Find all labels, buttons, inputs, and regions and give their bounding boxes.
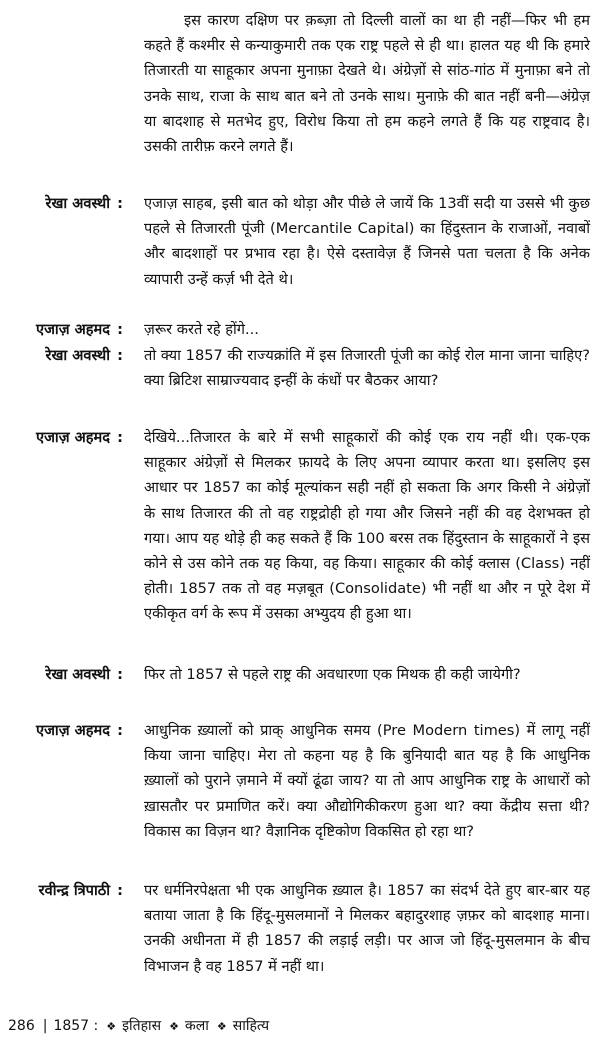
diamond-icon: ❖ bbox=[106, 1020, 117, 1033]
speech-text: पर धर्मनिरपेक्षता भी एक आधुनिक ख़्याल है। 1857 का संदर्भ देते हुए बार-बार यह बताया जाता है कि हिंदू-मुसलमानों ने मिलकर बहादुरशाह ज़फ़र को बादशाह माना। उनकी अधीनता में ही 1857 की लड़ाई लड़ी। पर आज जो हिंदू-मुसलमान के बीच विभाजन है वह 1857 में नहीं था। bbox=[144, 882, 590, 975]
diamond-icon: ❖ bbox=[169, 1020, 180, 1033]
footer-item-art: कला bbox=[185, 1018, 209, 1034]
continuation-text: इस कारण दक्षिण पर क़ब्ज़ा तो दिल्ली वालों का था ही नहीं—फिर भी हम कहते हैं कश्मीर से कन्याकुमारी तक एक राष्ट्र पहले से ही था। हालत यह थी कि हमारे तिजारती या साहूकार अपना मुनाफ़ा देखते थे। अंग्रेज़ों से सांठ-गांठ में मुनाफ़ा बने तो उनके साथ, राजा के साथ बात बने तो उनके साथ। मुनाफ़े की बात नहीं बनी—अंग्रेज़ या बादशाह से मतभेद हुए, विरोध किया तो हम कहने लगते हैं कि यह राष्ट्रवाद है। उसकी तारीफ़ करने लगते हैं। bbox=[144, 12, 590, 156]
footer-item-literature: साहित्य bbox=[232, 1018, 270, 1034]
speaker-colon: : bbox=[117, 722, 123, 739]
footer-item-history: इतिहास bbox=[122, 1018, 162, 1034]
speech-text: देखिये...तिजारत के बारे में सभी साहूकारों की कोई एक राय नहीं थी। एक-एक साहूकार अंग्रेज़ों से मिलकर फ़ायदे के लिए अपना व्यापार करता था। इसलिए इस आधार पर 1857 का कोई मूल्यांकन सही नहीं हो सकता कि अगर किसी ने अंग्रेज़ों के साथ तिजारत की तो वह राष्ट्रद्रोही हो गया और जिसने नहीं की वह देशभक्त हो गया। आप यह थोड़े ही कह सकते हैं कि 100 बरस तक हिंदुस्तान के साहूकारों ने इस कोने से उस कोने तक यह किया, वह किया। साहूकार की कोई क्लास (Class) नहीं होती। 1857 तक तो वह मज़बूत (Consolidate) भी नहीं था और न पूरे देश में एकीकृत वर्ग के रूप में उसका अभ्युदय ही हुआ था। bbox=[144, 429, 590, 623]
speaker-colon: : bbox=[117, 321, 123, 338]
book-prefix: 1857 : bbox=[53, 1018, 99, 1034]
speaker-name: रेखा अवस्थी bbox=[45, 347, 110, 364]
speaker-colon: : bbox=[117, 195, 123, 212]
speaker-name: रेखा अवस्थी bbox=[45, 666, 110, 683]
speaker-colon: : bbox=[117, 666, 123, 683]
speech-text: एजाज़ साहब, इसी बात को थोड़ा और पीछे ले जायें कि 13वीं सदी या उससे भी कुछ पहले से तिजारती पूंजी (Mercantile Capital) का हिंदुस्तान के राजाओं, नवाबों और बादशाहों पर प्रभाव रहा है। ऐसे दस्तावेज़ हैं जिनसे पता चलता है कि अनेक व्यापारी उन्हें कर्ज़ भी देते थे। bbox=[144, 195, 590, 288]
speaker-name: एजाज़ अहमद bbox=[36, 722, 110, 739]
speaker-name: एजाज़ अहमद bbox=[36, 429, 110, 446]
speaker-colon: : bbox=[117, 882, 123, 899]
speaker-colon: : bbox=[117, 429, 123, 446]
speech-text: ज़रूर करते रहे होंगे... bbox=[144, 321, 259, 338]
footer-separator: | bbox=[42, 1018, 48, 1034]
speech-text: आधुनिक ख़्यालों को प्राक् आधुनिक समय (Pre Modern times) में लागू नहीं किया जाना चाहिए। मेरा तो कहना यह है कि बुनियादी बात यह है कि आधुनिक ख़्यालों को पुराने ज़माने में क्यों ढूंढा जाय? या तो आप आधुनिक राष्ट्र के आधारों को ख़ासतौर पर प्रमाणित करें। क्या औद्योगिकीकरण हुआ था? क्या केंद्रीय सत्ता थी? विकास का विज़न था? वैज्ञानिक दृष्टिकोण विकसित हो रहा था? bbox=[144, 722, 590, 840]
continuation-paragraph bbox=[144, 8, 590, 159]
page-footer bbox=[8, 1016, 275, 1037]
speaker-name: रेखा अवस्थी bbox=[45, 195, 110, 212]
speech-text: तो क्या 1857 की राज्यक्रांति में इस तिजारती पूंजी का कोई रोल माना जाना चाहिए? क्या ब्रिटिश साम्राज्यवाद इन्हीं के कंधों पर बैठकर आया? bbox=[144, 347, 590, 390]
page-number: 286 bbox=[8, 1018, 35, 1034]
speaker-name: एजाज़ अहमद bbox=[36, 321, 110, 338]
diamond-icon: ❖ bbox=[216, 1020, 227, 1033]
speaker-name: रवीन्द्र त्रिपाठी bbox=[38, 882, 110, 899]
speech-text: फिर तो 1857 से पहले राष्ट्र की अवधारणा एक मिथक ही कही जायेगी? bbox=[144, 666, 521, 683]
speaker-colon: : bbox=[117, 347, 123, 364]
